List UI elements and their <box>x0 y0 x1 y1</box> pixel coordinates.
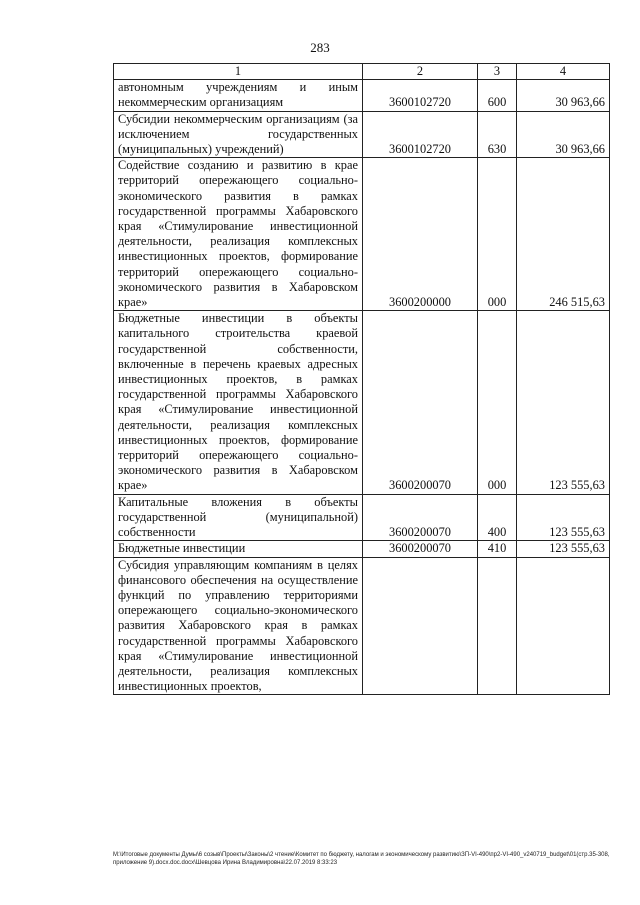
row-sum: 30 963,66 <box>517 80 610 111</box>
document-path-footer: M:\Итоговые документы Думы\6 созыв\Проекты\Законы\2 чтение\Комитет по бюджету, налогам и экономическому развитию\ЗП-VI-490\пр2-VI-490_v240719_budget\01(стр.35-308, приложение 9).docx.doc.docx\Шевцова Ирина Владимировна\22.07.2019 8:33:23 <box>113 852 610 866</box>
row-code: 3600200070 <box>363 311 478 494</box>
table-row <box>114 541 610 557</box>
column-header-name: 1 <box>114 64 363 80</box>
column-header-type: 3 <box>478 64 517 80</box>
row-code: 3600200070 <box>363 494 478 541</box>
column-header-sum: 4 <box>517 64 610 80</box>
row-type: 600 <box>478 80 517 111</box>
row-sum: 123 555,63 <box>517 494 610 541</box>
row-sum <box>517 557 610 695</box>
row-type: 000 <box>478 158 517 311</box>
row-code: 3600102720 <box>363 111 478 158</box>
row-type: 630 <box>478 111 517 158</box>
page-number: 283 <box>310 40 330 55</box>
table-row <box>114 494 610 541</box>
row-name: автономным учреждениям и иным некоммерческим организациям <box>114 80 363 111</box>
row-sum: 123 555,63 <box>517 311 610 494</box>
row-name: Капитальные вложения в объекты государственной (муниципальной) собственности <box>114 494 363 541</box>
table-row <box>114 158 610 311</box>
table-row <box>114 311 610 494</box>
table-header-row <box>114 64 610 80</box>
row-sum: 30 963,66 <box>517 111 610 158</box>
row-code: 3600200000 <box>363 158 478 311</box>
row-name: Субсидия управляющим компаниям в целях финансового обеспечения на осуществление функций по управлению территориями опережающего социально-экономического развития Хабаровского края в рамках государственной программы Хабаровского края «Стимулирование инвестиционной деятельности, реализация комплексных инвестиционных проектов, <box>114 557 363 695</box>
row-type: 400 <box>478 494 517 541</box>
row-code: 3600200070 <box>363 541 478 557</box>
row-type: 000 <box>478 311 517 494</box>
row-name: Бюджетные инвестиции <box>114 541 363 557</box>
table-row <box>114 557 610 695</box>
row-type <box>478 557 517 695</box>
table-row <box>114 80 610 111</box>
row-name: Субсидии некоммерческим организациям (за исключением государственных (муниципальных) учреждений) <box>114 111 363 158</box>
column-header-code: 2 <box>363 64 478 80</box>
row-name: Содействие созданию и развитию в крае территорий опережающего социально-экономического развития в рамках государственной программы Хабаровского края «Стимулирование инвестиционной деятельности, реализация комплексных инвестиционных проектов, формирование территорий опережающего социально-экономического развития в Хабаровском крае» <box>114 158 363 311</box>
table-row <box>114 111 610 158</box>
row-name: Бюджетные инвестиции в объекты капитального строительства краевой государственной собственности, включенные в перечень краевых адресных инвестиционных проектов, в рамках государственной программы Хабаровского края «Стимулирование инвестиционной деятельности, реализация комплексных инвестиционных проектов, формирование территорий опережающего социально-экономического развития в Хабаровском крае» <box>114 311 363 494</box>
budget-table <box>113 63 610 695</box>
row-code <box>363 557 478 695</box>
row-sum: 246 515,63 <box>517 158 610 311</box>
row-sum: 123 555,63 <box>517 541 610 557</box>
row-type: 410 <box>478 541 517 557</box>
row-code: 3600102720 <box>363 80 478 111</box>
